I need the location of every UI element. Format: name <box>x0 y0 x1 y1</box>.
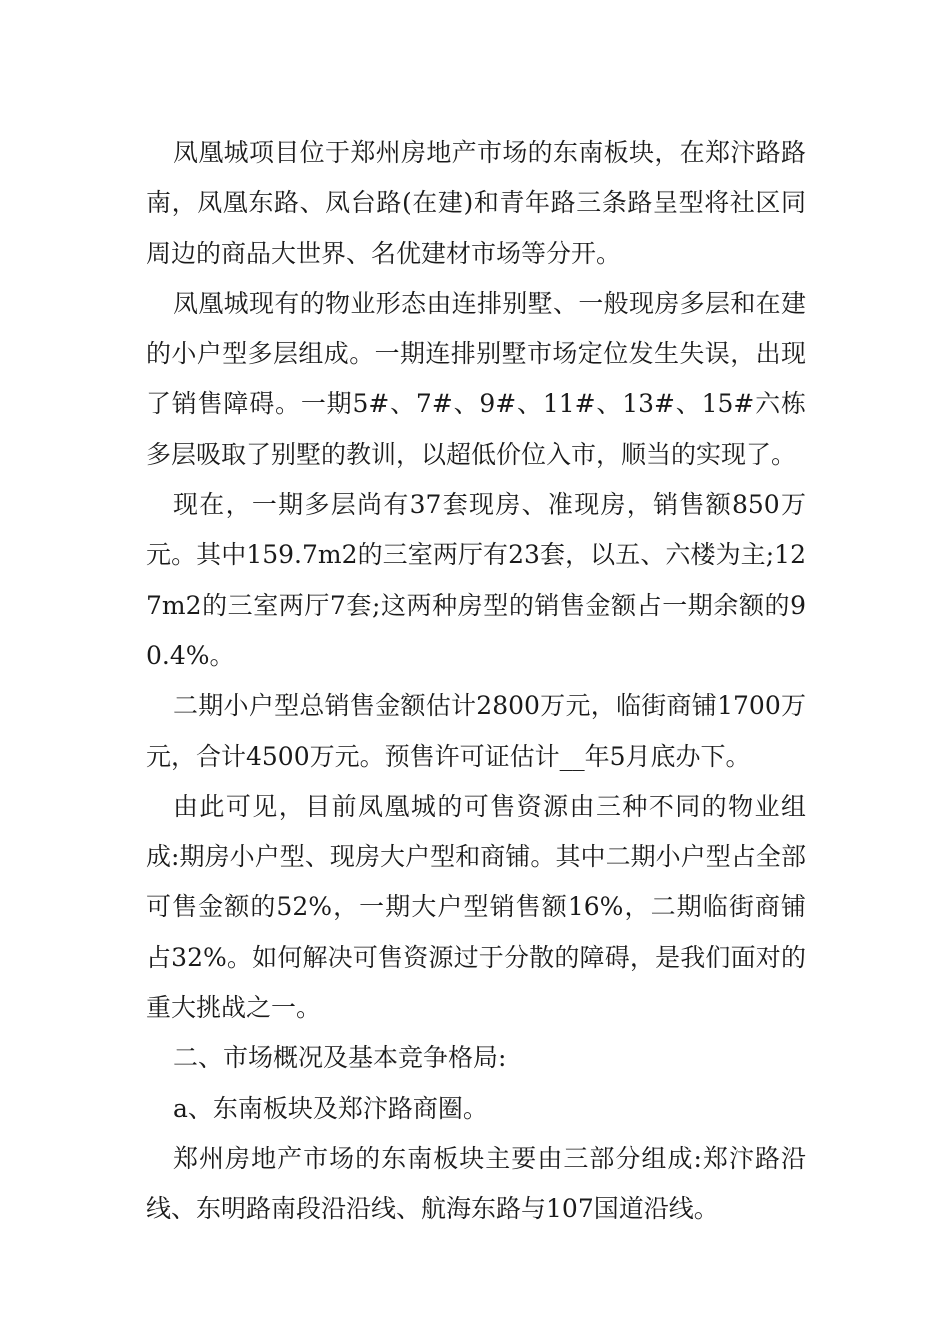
section-heading-market-overview: 二、市场概况及基本竞争格局: <box>173 1043 507 1073</box>
paragraph-southeast-block: 郑州房地产市场的东南板块主要由三部分组成:郑汴路沿线、东明路南段沿沿线、航海东路与107国道沿线。 <box>146 1143 806 1224</box>
document-body <box>146 128 806 1235</box>
paragraph-property-types: 凤凰城现有的物业形态由连排别墅、一般现房多层和在建的小户型多层组成。一期连排别墅市场定位发生失误，出现了销售障碍。一期5#、7#、9#、11#、13#、15#六栋多层吸取了别墅的教训，以超低价位入市，顺当的实现了。 <box>146 288 806 469</box>
paragraph-resource-analysis: 由此可见，目前凤凰城的可售资源由三种不同的物业组成:期房小户型、现房大户型和商铺。其中二期小户型占全部可售金额的52%，一期大户型销售额16%，二期临街商铺占32%。如何解决可售资源过于分散的障碍，是我们面对的重大挑战之一。 <box>146 791 806 1023</box>
paragraph-phase-two-sales: 二期小户型总销售金额估计2800万元，临街商铺1700万元，合计4500万元。预售许可证估计__年5月底办下。 <box>146 691 806 771</box>
paragraph-project-location: 凤凰城项目位于郑州房地产市场的东南板块，在郑汴路路南，凤凰东路、凤台路(在建)和青年路三条路呈型将社区同周边的商品大世界、名优建材市场等分开。 <box>146 138 806 268</box>
paragraph-current-inventory: 现在，一期多层尚有37套现房、准现房，销售额850万元。其中159.7m2的三室两厅有23套，以五、六楼为主;127m2的三室两厅7套;这两种房型的销售金额占一期余额的90.4%。 <box>146 490 806 670</box>
subsection-heading-southeast-block: a、东南板块及郑汴路商圈。 <box>173 1093 488 1123</box>
